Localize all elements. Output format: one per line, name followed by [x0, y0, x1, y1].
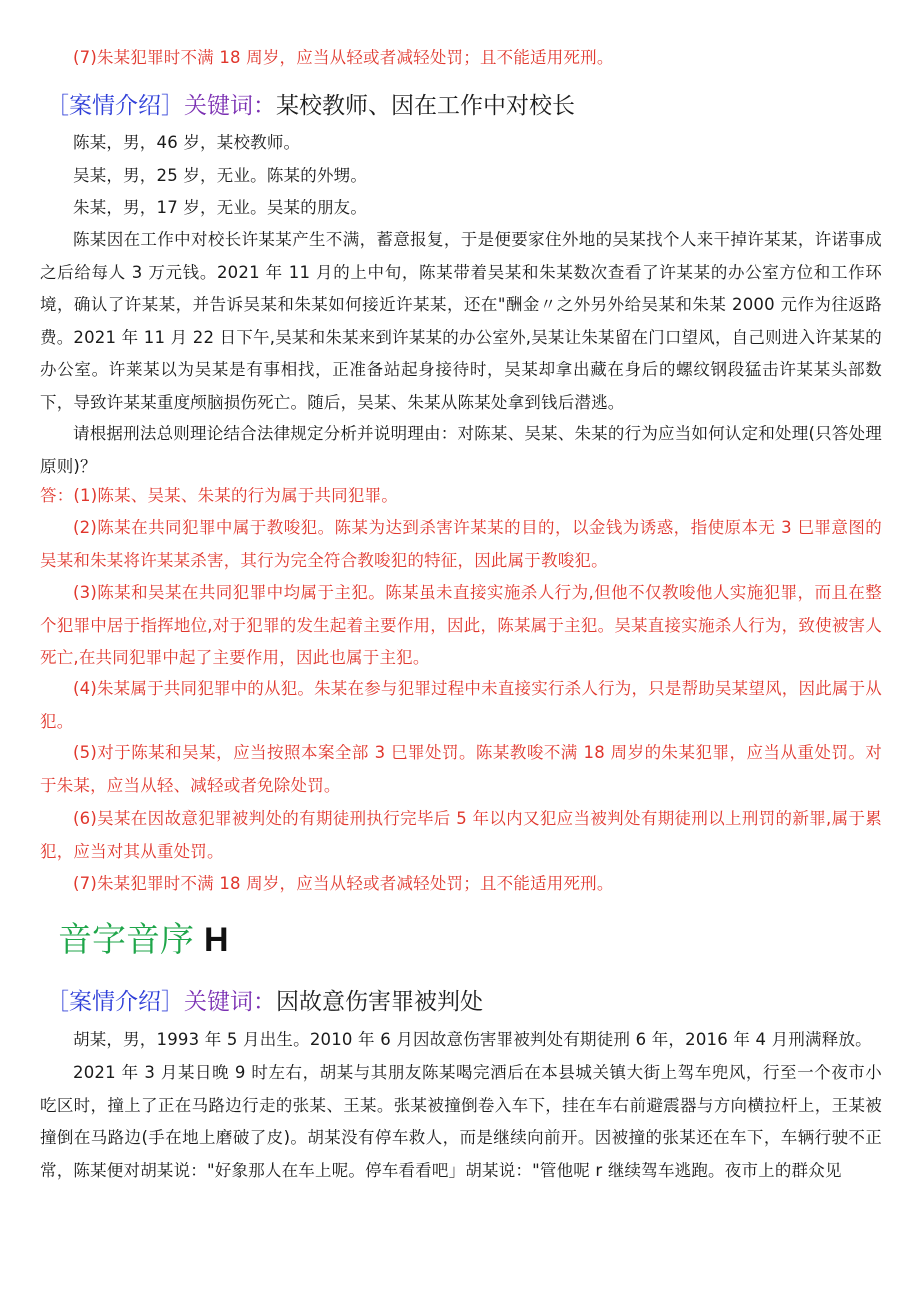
person-wu: 吴某，男，25 岁，无业。陈某的外甥。 [73, 166, 368, 185]
heading-bracket-close: ］ [161, 989, 184, 1015]
answer-3: (3)陈某和吴某在共同犯罪中均属于主犯。陈某虽未直接实施杀人行为,但他不仅教唆他人实施犯罪，而且在整个犯罪中居于指挥地位,对于犯罪的发生起着主要作用，因此，陈某属于主犯。吴某直接实施杀人行为，致使被害人死亡,在共同犯罪中起了主要作用，因此也属于主犯。 [40, 583, 882, 667]
section-title-text: 音字音序 [58, 920, 194, 960]
case2-person-paragraph: 胡某，男，1993 年 5 月出生。2010 年 6 月因故意伤害罪被判处有期徒刑 6 年，2016 年 4 月刑满释放。 [73, 1030, 872, 1049]
section-letter: H [204, 921, 229, 959]
heading-keyword-label: 关键词： [184, 93, 276, 119]
answer-5: (5)对于陈某和吴某，应当按照本案全部 3 巳罪处罚。陈某教唆不满 18 周岁的朱某犯罪，应当从重处罚。对于朱某，应当从轻、减轻或者免除处罚。 [40, 743, 882, 795]
question-paragraph: 请根据刑法总则理论结合法律规定分析并说明理由：对陈某、吴某、朱某的行为应当如何认定和处理(只答处理原则)？ [40, 424, 882, 476]
answer-7: (7)朱某犯罪时不满 18 周岁，应当从轻或者减轻处罚；且不能适用死刑。 [73, 874, 614, 893]
section-title [58, 918, 229, 962]
answer-2: (2)陈某在共同犯罪中属于教唆犯。陈某为达到杀害许某某的目的，以金钱为诱惑，指使原本无 3 巳罪意图的吴某和朱某将许某某杀害，其行为完全符合教唆犯的特征，因此属于教唆犯。 [40, 518, 882, 570]
case2-facts-paragraph: 2021 年 3 月某日晚 9 时左右，胡某与其朋友陈某喝完酒后在本县城关镇大街上驾车兜风，行至一个夜市小吃区时，撞上了正在马路边行走的张某、王某。张某被撞倒卷入车下，挂在车右前避震器与方向横拉杆上，王某被撞倒在马路边(手在地上磨破了皮)。胡某没有停车救人，而是继续向前开。因被撞的张某还在车下，车辆行驶不正常，陈某便对胡某说："好象那人在车上呢。停车看看吧」胡某说："管他呢 r 继续驾车逃跑。夜市上的群众见 [40, 1063, 882, 1180]
heading-bracket-open: ［ [46, 93, 69, 119]
heading-keyword: 因故意伤害罪被判处 [276, 989, 483, 1015]
case-heading-2 [46, 986, 896, 1018]
person-zhu: 朱某，男，17 岁，无业。吴某的朋友。 [73, 198, 368, 217]
heading-keyword-label: 关键词： [184, 989, 276, 1015]
heading-case-label: 案情介绍 [69, 989, 161, 1015]
answer-6: (6)吴某在因故意犯罪被判处的有期徒刑执行完毕后 5 年以内又犯应当被判处有期徒刑以上刑罚的新罪,属于累犯，应当对其从重处罚。 [40, 809, 882, 861]
answer-1: 答：(1)陈某、吴某、朱某的行为属于共同犯罪。 [40, 486, 398, 505]
heading-keyword: 某校教师、因在工作中对校长 [276, 93, 575, 119]
heading-bracket-open: ［ [46, 989, 69, 1015]
heading-bracket-close: ］ [161, 93, 184, 119]
case-heading-1 [46, 90, 896, 122]
answer-line-7-top: (7)朱某犯罪时不满 18 周岁，应当从轻或者减轻处罚；且不能适用死刑。 [73, 48, 614, 67]
person-chen: 陈某，男，46 岁，某校教师。 [73, 133, 301, 152]
answer-4: (4)朱某属于共同犯罪中的从犯。朱某在参与犯罪过程中未直接实行杀人行为，只是帮助吴某望风，因此属于从犯。 [40, 679, 882, 731]
case-facts-paragraph: 陈某因在工作中对校长许某某产生不满，蓄意报复，于是便要家住外地的吴某找个人来干掉许某某，许诺事成之后给每人 3 万元钱。2021 年 11 月的上中旬，陈某带着吴某和朱某数次查看了许某某的办公室方位和工作环境，确认了许某某，并告诉吴某和朱某如何接近许某某，还在"酬金〃之外另外给吴某和朱某 2000 元作为往返路费。2021 年 11 月 22 日下午,吴某和朱某来到许某某的办公室外,吴某让朱某留在门口望风，自己则进入许某某的办公室。许莱某以为吴某是有事相找，正准备站起身接待时，吴某却拿出藏在身后的螺纹钢段猛击许某某头部数下，导致许某某重度颅脑损伤死亡。随后，吴某、朱某从陈某处拿到钱后潜逃。 [40, 230, 882, 412]
heading-case-label: 案情介绍 [69, 93, 161, 119]
